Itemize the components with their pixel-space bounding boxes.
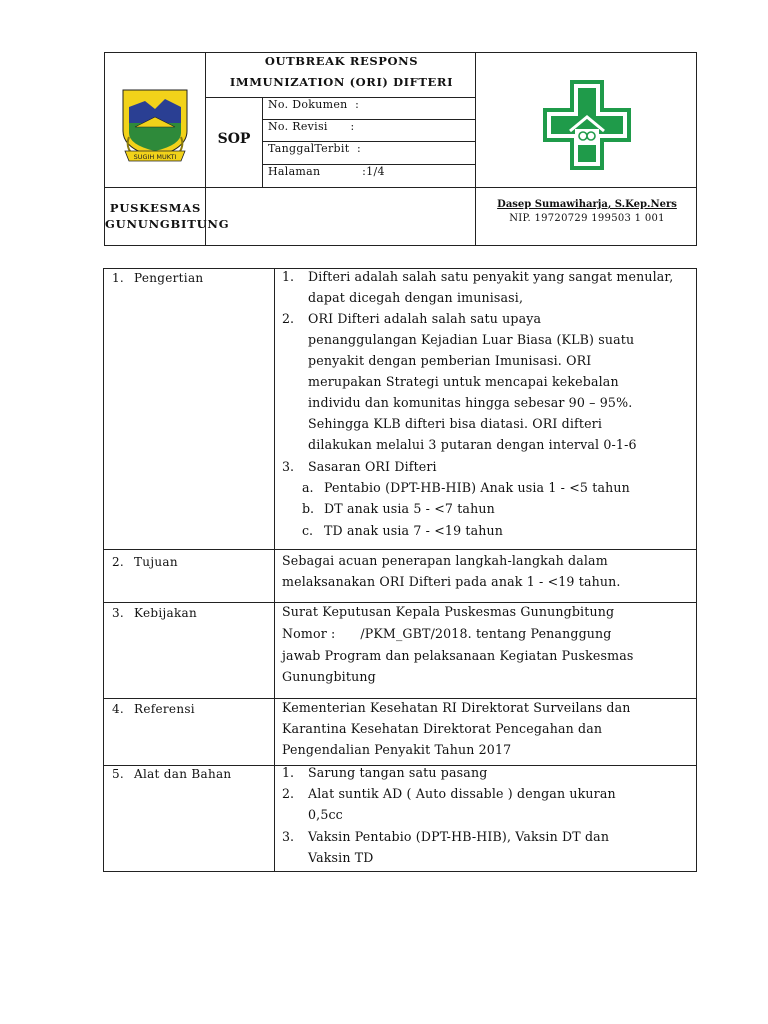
section-label-kebijakan: 3. Kebijakan [112,606,197,620]
sop-content-table [103,268,697,872]
meta-halaman: Halaman :1/4 [268,165,385,178]
paragraph-line: Pengendalian Penyakit Tahun 2017 [282,742,512,757]
list-marker: 3. [282,459,295,474]
list-marker: 2. [282,786,295,801]
list-item-text: Sarung tangan satu pasang [308,765,488,780]
document-header-table [104,52,697,246]
signer-nip: NIP. 19720729 199503 1 001 [509,213,665,224]
list-item-text: Vaksin Pentabio (DPT-HB-HIB), Vaksin DT dan [308,829,610,844]
meta-no-revisi: No. Revisi : [268,120,355,133]
meta-no-dokumen: No. Dokumen : [268,98,360,111]
sublist-marker: c. [302,523,314,538]
list-item-text: penanggulangan Kejadian Luar Biasa (KLB) suatu [308,332,635,347]
paragraph-line: Kementerian Kesehatan RI Direktorat Surveilans dan [282,700,631,715]
document-title-line2: IMMUNIZATION (ORI) DIFTERI [229,75,454,89]
list-item-text: Sasaran ORI Difteri [308,459,437,474]
paragraph-line: Gunungbitung [282,669,376,684]
section-label-alat-dan-bahan: 5. Alat dan Bahan [112,767,232,781]
header-divider [262,97,263,187]
list-marker: 3. [282,829,295,844]
emblem-ribbon-text: SUGIH MUKTI [133,153,177,161]
list-item-text: Sehingga KLB difteri bisa diatasi. ORI difteri [308,416,603,431]
list-item-text: individu dan komunitas hingga sebesar 90 – 95%. [308,395,633,410]
sublist-item-text: DT anak usia 5 - <7 tahun [324,501,495,516]
sublist-item-text: TD anak usia 7 - <19 tahun [324,523,504,538]
list-item-text: Alat suntik AD ( Auto dissable ) dengan ukuran [308,786,616,801]
puskesmas-logo-icon [542,79,632,171]
sop-label: SOP [217,131,251,147]
signer-name: Dasep Sumawiharja, S.Kep.Ners [497,199,677,210]
sublist-marker: a. [302,480,314,495]
section-label-tujuan: 2. Tujuan [112,555,178,569]
document-title-line1: OUTBREAK RESPONS [264,54,419,68]
institution-name-line2: GUNUNGBITUNG [105,217,230,231]
paragraph-line: Nomor : /PKM_GBT/2018. tentang Penanggung [282,626,612,641]
list-item-text: 0,5cc [308,807,343,822]
paragraph-line: Surat Keputusan Kepala Puskesmas Gunungbitung [282,604,615,619]
paragraph-line: Sebagai acuan penerapan langkah-langkah dalam [282,553,608,568]
paragraph-line: Karantina Kesehatan Direktorat Pencegahan dan [282,721,603,736]
column-divider [274,269,275,871]
list-item-text: Difteri adalah salah satu penyakit yang sangat menular, [308,269,674,284]
regency-emblem-icon [119,87,191,165]
list-item-text: ORI Difteri adalah salah satu upaya [308,311,542,326]
row-divider [104,698,696,699]
header-divider [105,187,696,188]
list-item-text: Vaksin TD [308,850,374,865]
sublist-marker: b. [302,501,315,516]
section-label-pengertian: 1. Pengertian [112,271,204,285]
list-item-text: dapat dicegah dengan imunisasi, [308,290,524,305]
list-marker: 1. [282,765,295,780]
row-divider [104,602,696,603]
list-item-text: dilakukan melalui 3 putaran dengan interval 0-1-6 [308,437,637,452]
institution-name-line1: PUSKESMAS [109,201,202,215]
list-marker: 1. [282,269,295,284]
list-marker: 2. [282,311,295,326]
paragraph-line: jawab Program dan pelaksanaan Kegiatan Puskesmas [282,648,634,663]
section-label-referensi: 4. Referensi [112,702,195,716]
list-item-text: penyakit dengan pemberian Imunisasi. ORI [308,353,592,368]
paragraph-line: melaksanakan ORI Difteri pada anak 1 - <19 tahun. [282,574,621,589]
sublist-item-text: Pentabio (DPT-HB-HIB) Anak usia 1 - <5 tahun [324,480,630,495]
list-item-text: merupakan Strategi untuk mencapai kekebalan [308,374,619,389]
meta-tanggal-terbit: TanggalTerbit : [268,142,362,155]
row-divider [104,549,696,550]
